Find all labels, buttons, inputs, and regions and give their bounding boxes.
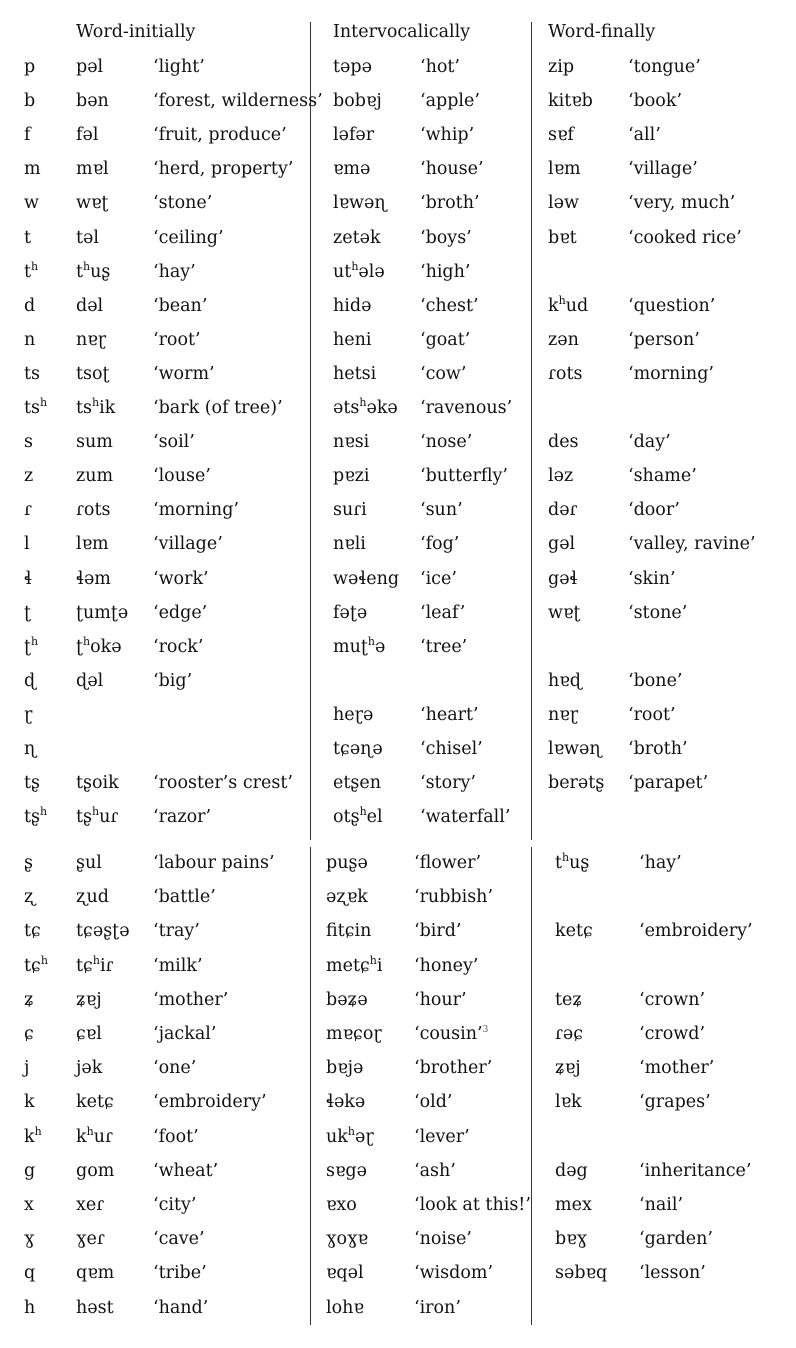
upper-row	[0, 329, 796, 366]
final-gloss: ‘morning’	[628, 363, 714, 384]
intervocalic-gloss: ‘heart’	[420, 704, 479, 725]
phoneme: ɖ	[24, 670, 36, 691]
final-gloss: ‘tongue’	[628, 57, 701, 77]
lower-row	[0, 889, 796, 923]
phoneme: tɕ	[24, 921, 41, 942]
initial-gloss: ‘worm’	[153, 363, 215, 384]
phoneme: $t^h$	[24, 259, 39, 282]
initial-word: gom	[76, 1160, 115, 1181]
phoneme: z	[24, 466, 34, 487]
initial-gloss: ‘wheat’	[153, 1160, 219, 1181]
initial-word: ʑɐj	[76, 989, 102, 1010]
initial-word: $ts^hik$	[76, 396, 116, 418]
final-gloss: ‘lesson’	[639, 1263, 706, 1284]
initial-word: ʐud	[76, 887, 109, 908]
initial-gloss: ‘razor’	[153, 807, 212, 828]
upper-row	[0, 468, 796, 502]
initial-word: sum	[76, 432, 113, 453]
final-word: nɐɽ	[548, 704, 579, 725]
intervocalic-gloss: ‘waterfall’	[420, 807, 511, 828]
intervocalic-gloss: ‘old’	[414, 1092, 453, 1113]
phoneme: ɾ	[24, 500, 32, 521]
initial-word: pəl	[76, 57, 104, 77]
intervocalic-word: metɕ$^h$i	[326, 953, 383, 976]
initial-gloss: ‘soil’	[153, 432, 195, 453]
phoneme: n	[24, 329, 36, 350]
final-word: ɾots	[548, 363, 583, 384]
intervocalic-gloss: ‘wisdom’	[414, 1263, 494, 1284]
intervocalic-gloss: ‘hour’	[414, 989, 467, 1010]
initial-gloss: ‘tribe’	[153, 1263, 207, 1284]
intervocalic-word: heɽə	[333, 704, 374, 725]
phoneme: s	[24, 432, 33, 453]
intervocalic-word: ɬəkə	[326, 1092, 366, 1113]
intervocalic-gloss: ‘nose’	[420, 432, 473, 453]
phoneme: ʂ	[24, 853, 33, 873]
final-word: ləw	[548, 193, 579, 214]
final-word: sɐf	[548, 125, 574, 146]
lower-row	[0, 1026, 796, 1060]
intervocalic-word: nɐli	[333, 534, 366, 555]
initial-word: jək	[76, 1058, 103, 1079]
final-gloss: ‘crowd’	[639, 1024, 706, 1044]
final-word: bɐt	[548, 227, 577, 248]
footnote-marker: 3	[482, 1025, 489, 1035]
intervocalic-gloss: ‘look at this!’	[414, 1195, 531, 1215]
upper-row	[0, 536, 796, 570]
intervocalic-gloss: ‘hot’	[420, 57, 460, 77]
final-gloss: ‘all’	[628, 125, 661, 146]
final-gloss: ‘inheritance’	[639, 1160, 752, 1181]
intervocalic-word: fitɕin	[326, 921, 372, 942]
phoneme: x	[24, 1195, 34, 1215]
lower-row	[0, 1094, 796, 1128]
initial-word: ɬəm	[76, 568, 111, 589]
phoneme: f	[24, 125, 31, 146]
final-gloss: ‘cooked rice’	[628, 227, 742, 248]
initial-gloss: ‘village’	[153, 534, 223, 555]
final-gloss: ‘broth’	[628, 739, 688, 759]
phoneme: $k^h$	[24, 1124, 42, 1147]
intervocalic-gloss: ‘flower’	[414, 853, 482, 873]
intervocalic-word: ɐmə	[333, 159, 371, 180]
initial-word: $t^huʂ$	[76, 259, 111, 282]
intervocalic-gloss: ‘brother’	[414, 1058, 493, 1079]
initial-word: xeɾ	[76, 1195, 105, 1215]
initial-gloss: ‘rooster’s crest’	[153, 773, 293, 794]
initial-word: tɕ$^h$iɾ	[76, 953, 114, 976]
intervocalic-word: etʂen	[333, 773, 381, 794]
final-word: gəɬ	[548, 568, 578, 589]
initial-gloss: ‘tray’	[153, 921, 200, 942]
upper-row	[0, 741, 796, 775]
upper-row	[0, 805, 796, 843]
final-word: zən	[548, 329, 579, 350]
phoneme: b	[24, 91, 36, 112]
phoneme: j	[24, 1058, 30, 1079]
final-gloss: ‘shame’	[628, 466, 697, 487]
initial-gloss: ‘rock’	[153, 636, 204, 657]
initial-word: zum	[76, 466, 114, 487]
intervocalic-gloss: ‘ravenous’	[420, 398, 513, 418]
final-gloss: ‘village’	[628, 159, 698, 180]
intervocalic-gloss: ‘lever’	[414, 1126, 470, 1147]
final-gloss: ‘very, much’	[628, 193, 736, 214]
intervocalic-gloss: ‘ash’	[414, 1160, 456, 1181]
initial-gloss: ‘fruit, produce’	[153, 125, 287, 146]
final-gloss: ‘day’	[628, 432, 671, 453]
final-gloss: ‘question’	[628, 295, 716, 316]
final-word: kitɐb	[548, 91, 593, 112]
initial-gloss: ‘work’	[153, 568, 209, 589]
header-word-finally: Word-finally	[548, 22, 656, 42]
phoneme: ɣ	[24, 1229, 35, 1250]
final-word: $t^huʂ$	[555, 851, 590, 873]
intervocalic-gloss: ‘bird’	[414, 921, 462, 942]
initial-gloss: ‘herd, property’	[153, 159, 294, 180]
phoneme: q	[24, 1263, 36, 1284]
intervocalic-word: pɐzi	[333, 466, 370, 487]
final-gloss: ‘stone’	[628, 602, 688, 623]
initial-word: tsoʈ	[76, 363, 110, 384]
initial-gloss: ‘one’	[153, 1058, 197, 1079]
intervocalic-gloss: ‘tree’	[420, 636, 468, 657]
lower-row	[0, 1297, 796, 1334]
lower-row	[0, 1060, 796, 1094]
final-word: lɐk	[555, 1092, 582, 1113]
phoneme: k	[24, 1092, 35, 1113]
intervocalic-word: muʈ$^h$ə	[333, 634, 386, 657]
final-word: bɐɣ	[555, 1229, 588, 1250]
initial-gloss: ‘big’	[153, 670, 193, 691]
intervocalic-word: bəʑə	[326, 989, 368, 1010]
initial-gloss: ‘foot’	[153, 1126, 199, 1147]
upper-row	[0, 227, 796, 264]
initial-word: ʂul	[76, 853, 102, 873]
intervocalic-gloss: ‘fog’	[420, 534, 460, 555]
intervocalic-gloss: ‘house’	[420, 159, 484, 180]
intervocalic-word: suɾi	[333, 500, 367, 521]
intervocalic-gloss: ‘ice’	[420, 568, 457, 589]
lower-row	[0, 989, 796, 1026]
initial-gloss: ‘louse’	[153, 466, 211, 487]
lower-row	[0, 953, 796, 992]
upper-row	[0, 293, 796, 332]
phoneme: tʂ$^h$	[24, 805, 48, 828]
final-gloss: ‘door’	[628, 500, 680, 521]
lower-row	[0, 1231, 796, 1265]
initial-gloss: ‘light’	[153, 57, 205, 77]
phoneme: ʐ	[24, 887, 35, 908]
intervocalic-word: $ut^hələ$	[333, 259, 385, 282]
phoneme: ɳ	[24, 739, 37, 759]
phoneme: ʑ	[24, 989, 34, 1010]
header-word-initially: Word-initially	[76, 22, 196, 42]
initial-gloss: ‘embroidery’	[153, 1092, 267, 1113]
initial-gloss: ‘stone’	[153, 193, 213, 214]
lower-row	[0, 923, 796, 957]
initial-word: nɐɽ	[76, 329, 107, 350]
intervocalic-word: ɣoɣɐ	[326, 1229, 368, 1250]
initial-word: qɐm	[76, 1263, 115, 1284]
initial-word: ɖəl	[76, 670, 104, 691]
initial-gloss: ‘labour pains’	[153, 853, 275, 873]
initial-word: həst	[76, 1297, 114, 1318]
intervocalic-word: ləfər	[333, 125, 375, 146]
initial-word: ɕɐl	[76, 1024, 102, 1044]
intervocalic-gloss: ‘broth’	[420, 193, 480, 214]
final-word: dəɾ	[548, 500, 578, 521]
intervocalic-word: fəʈə	[333, 602, 368, 623]
final-word: zip	[548, 57, 575, 77]
phoneme: g	[24, 1160, 36, 1181]
upper-row	[0, 602, 796, 639]
intervocalic-word: tɕəɳə	[333, 739, 383, 759]
final-word: wɐʈ	[548, 602, 581, 623]
initial-gloss: ‘battle’	[153, 887, 216, 908]
intervocalic-word: lohɐ	[326, 1297, 364, 1318]
initial-word: ɣeɾ	[76, 1229, 105, 1250]
intervocalic-word: təpə	[333, 57, 372, 77]
initial-word: tɕəʂʈə	[76, 921, 130, 942]
intervocalic-gloss: ‘apple’	[420, 91, 480, 112]
initial-gloss: ‘forest, wilderness’	[153, 91, 323, 112]
intervocalic-gloss: ‘noise’	[414, 1229, 472, 1250]
final-word: ləz	[548, 466, 574, 487]
intervocalic-word: ɐxo	[326, 1195, 357, 1215]
intervocalic-gloss: ‘boys’	[420, 227, 472, 248]
final-word: dəg	[555, 1160, 588, 1181]
upper-row	[0, 502, 796, 536]
initial-gloss: ‘root’	[153, 329, 201, 350]
intervocalic-gloss: ‘high’	[420, 261, 471, 282]
final-word: gəl	[548, 534, 576, 555]
final-gloss: ‘grapes’	[639, 1092, 711, 1113]
intervocalic-word: bɐjə	[326, 1058, 364, 1079]
final-word: lɐm	[548, 159, 581, 180]
final-gloss: ‘embroidery’	[639, 921, 753, 942]
final-word: berətʂ	[548, 773, 605, 794]
lower-row	[0, 1265, 796, 1299]
intervocalic-word: $uk^həɽ$	[326, 1124, 374, 1147]
final-gloss: ‘book’	[628, 91, 683, 112]
initial-word: ʈ$^h$okə	[76, 634, 122, 657]
initial-word: mɐl	[76, 159, 109, 180]
final-gloss: ‘parapet’	[628, 773, 709, 794]
final-gloss: ‘bone’	[628, 670, 683, 691]
intervocalic-word: sɐgə	[326, 1160, 367, 1181]
initial-gloss: ‘cave’	[153, 1229, 205, 1250]
initial-word: tʂ$^h$uɾ	[76, 805, 119, 828]
final-word: lɐwəɳ	[548, 739, 602, 759]
final-word: ketɕ	[555, 921, 593, 942]
phoneme: l	[24, 534, 30, 555]
final-word: des	[548, 432, 579, 453]
header-intervocalically: Intervocalically	[333, 22, 471, 42]
final-word: teʑ	[555, 989, 583, 1010]
final-word: $k^hud$	[548, 293, 589, 316]
initial-word: ʈumʈə	[76, 602, 129, 623]
initial-gloss: ‘jackal’	[153, 1024, 217, 1044]
phoneme: d	[24, 295, 36, 316]
initial-word: dəl	[76, 295, 104, 316]
phoneme: t	[24, 227, 32, 248]
upper-row	[0, 568, 796, 605]
initial-word: wɐʈ	[76, 193, 109, 214]
upper-row	[0, 775, 796, 809]
phoneme: ɽ	[24, 704, 33, 725]
initial-gloss: ‘mother’	[153, 989, 229, 1010]
final-gloss: ‘garden’	[639, 1229, 713, 1250]
lower-row	[0, 1160, 796, 1197]
initial-gloss: ‘hay’	[153, 261, 196, 282]
initial-gloss: ‘city’	[153, 1195, 197, 1215]
initial-word: təl	[76, 227, 99, 248]
intervocalic-word: hidə	[333, 295, 372, 316]
phoneme: $ts^h$	[24, 396, 48, 418]
initial-word: ketɕ	[76, 1092, 114, 1113]
final-word: səbɐq	[555, 1263, 608, 1284]
phoneme: h	[24, 1297, 36, 1318]
intervocalic-gloss: ‘whip’	[420, 125, 475, 146]
intervocalic-gloss: ‘leaf’	[420, 602, 466, 623]
phoneme: ɕ	[24, 1024, 34, 1044]
phoneme: ɬ	[24, 568, 32, 589]
initial-word: lɐm	[76, 534, 109, 555]
phoneme: ʈ	[24, 602, 32, 623]
initial-gloss: ‘ceiling’	[153, 227, 224, 248]
final-word: mex	[555, 1195, 592, 1215]
intervocalic-gloss: ‘chisel’	[420, 739, 483, 759]
lower-row	[0, 1124, 796, 1163]
intervocalic-word: əts$^h$əkə	[333, 396, 398, 418]
final-gloss: ‘person’	[628, 329, 700, 350]
final-gloss: ‘valley, ravine’	[628, 534, 756, 555]
intervocalic-gloss: ‘butterfly’	[420, 466, 508, 487]
initial-gloss: ‘edge’	[153, 602, 208, 623]
upper-row	[0, 161, 796, 195]
initial-gloss: ‘bark (of tree)’	[153, 398, 283, 418]
initial-word: $k^huɾ$	[76, 1124, 113, 1147]
upper-row	[0, 195, 796, 229]
upper-row	[0, 396, 796, 434]
intervocalic-gloss: ‘chest’	[420, 295, 479, 316]
upper-row	[0, 434, 796, 468]
final-word: hɐɖ	[548, 670, 582, 691]
intervocalic-word: hetsi	[333, 363, 377, 384]
upper-row	[0, 704, 796, 741]
initial-gloss: ‘milk’	[153, 955, 203, 976]
upper-row	[0, 259, 796, 298]
intervocalic-gloss: ‘iron’	[414, 1297, 461, 1318]
initial-word: tʂoik	[76, 773, 119, 794]
final-gloss: ‘skin’	[628, 568, 676, 589]
final-gloss: ‘crown’	[639, 989, 706, 1010]
lower-row	[0, 1197, 796, 1231]
initial-gloss: ‘bean’	[153, 295, 208, 316]
initial-gloss: ‘hand’	[153, 1297, 209, 1318]
final-gloss: ‘mother’	[639, 1058, 715, 1079]
initial-word: ɾots	[76, 500, 111, 521]
phoneme: ʈ$^h$	[24, 634, 39, 657]
intervocalic-word: ɐqəl	[326, 1263, 364, 1284]
intervocalic-gloss: ‘cousin’$^3$	[414, 1024, 489, 1044]
initial-gloss: ‘morning’	[153, 500, 239, 521]
phoneme: ts	[24, 363, 41, 384]
intervocalic-gloss: ‘honey’	[414, 955, 479, 976]
phoneme: w	[24, 193, 39, 214]
intervocalic-word: wəɬeng	[333, 568, 400, 589]
intervocalic-word: lɐwəɳ	[333, 193, 387, 214]
intervocalic-gloss: ‘cow’	[420, 363, 467, 384]
phoneme: m	[24, 159, 41, 180]
initial-word: fəl	[76, 125, 99, 146]
intervocalic-word: əʐɐk	[326, 887, 368, 908]
intervocalic-gloss: ‘goat’	[420, 329, 471, 350]
intervocalic-word: bobɐj	[333, 91, 382, 112]
intervocalic-word: puʂə	[326, 853, 368, 873]
intervocalic-gloss: ‘rubbish’	[414, 887, 494, 908]
upper-row	[0, 127, 796, 161]
intervocalic-word: otʂ$^h$el	[333, 805, 383, 828]
upper-row	[0, 363, 796, 400]
upper-row	[0, 59, 796, 93]
upper-row	[0, 634, 796, 673]
intervocalic-word: zetək	[333, 227, 381, 248]
intervocalic-word: nɐsi	[333, 432, 370, 453]
intervocalic-word: mɐɕoɽ	[326, 1024, 382, 1044]
phoneme: tʂ	[24, 773, 41, 794]
lower-row	[0, 851, 796, 889]
final-gloss: ‘nail’	[639, 1195, 684, 1215]
final-gloss: ‘root’	[628, 704, 676, 725]
initial-word: bən	[76, 91, 109, 112]
upper-row	[0, 670, 796, 707]
final-word: ɾəɕ	[555, 1024, 584, 1044]
upper-row	[0, 93, 796, 127]
intervocalic-word: heni	[333, 329, 372, 350]
final-gloss: ‘hay’	[639, 853, 682, 873]
intervocalic-gloss: ‘sun’	[420, 500, 463, 521]
intervocalic-gloss: ‘story’	[420, 773, 476, 794]
final-word: ʑɐj	[555, 1058, 581, 1079]
phoneme: p	[24, 57, 36, 77]
phoneme: tɕ$^h$	[24, 953, 48, 976]
